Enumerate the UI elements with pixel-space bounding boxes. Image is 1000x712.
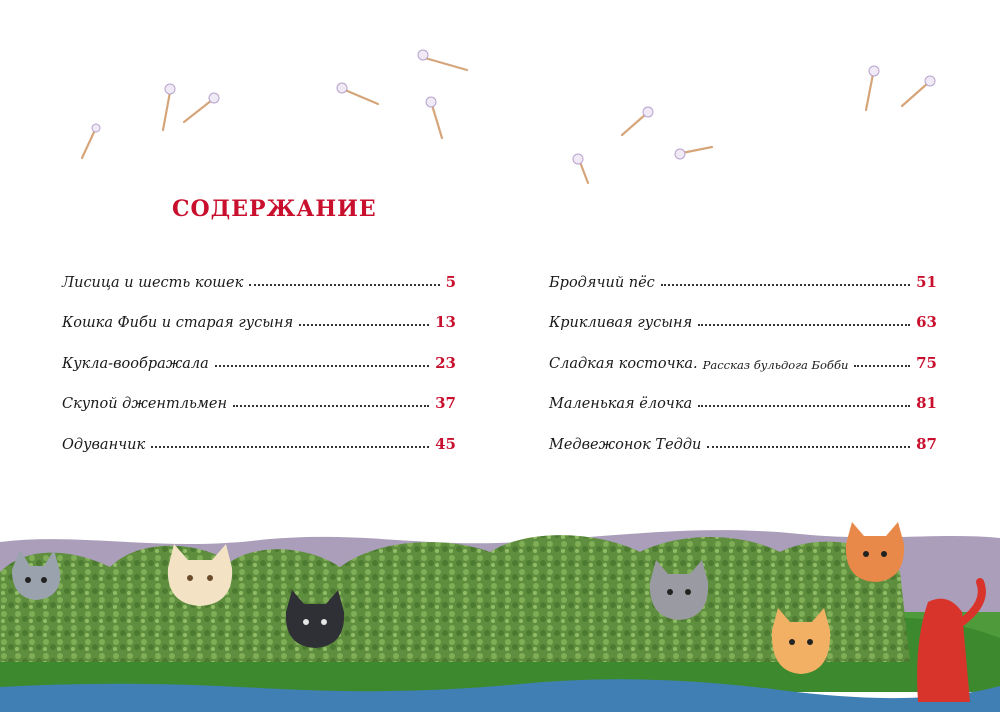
dot-leader xyxy=(661,283,910,286)
toc-entry-title: Скупой джентльмен xyxy=(62,396,228,412)
toc-entry-title: Крикливая гусыня xyxy=(549,315,693,331)
dot-leader xyxy=(698,323,910,326)
toc-entry-title: Бродячий пёс xyxy=(549,274,655,291)
toc-entry-title: Сладкая косточка. xyxy=(549,355,698,372)
toc-entry-title: Медвежонок Тедди xyxy=(549,436,702,453)
toc-entry[interactable] xyxy=(549,250,937,291)
toc-entry-page: 45 xyxy=(435,434,456,453)
toc-entry-title: Кукла-воображала xyxy=(62,355,209,372)
toc-entry[interactable] xyxy=(62,331,456,372)
dot-leader xyxy=(233,404,429,407)
toc-entry[interactable] xyxy=(62,291,456,332)
toc-entry-page: 87 xyxy=(916,434,937,453)
dandelion-seeds-illustration xyxy=(0,0,1000,200)
toc-entry-title: Лисица и шесть кошек xyxy=(62,274,244,291)
toc-entry-page: 5 xyxy=(445,272,456,291)
dandelion-seed xyxy=(418,50,467,70)
toc-entry-page: 81 xyxy=(916,394,937,412)
toc-entry[interactable] xyxy=(549,331,937,372)
dot-leader xyxy=(215,364,429,367)
dot-leader xyxy=(299,323,429,326)
dot-leader xyxy=(707,445,910,448)
contents-heading: СОДЕРЖАНИЕ xyxy=(172,196,377,222)
toc-left-column xyxy=(62,250,456,453)
toc-entry-title: Одуванчик xyxy=(62,436,146,453)
toc-entry-title: Кошка Фиби и старая гусыня xyxy=(62,315,294,331)
dandelion-seed xyxy=(163,84,175,130)
toc-right-column xyxy=(549,250,937,453)
toc-entry-page: 13 xyxy=(435,313,456,331)
dandelion-seed xyxy=(573,154,588,183)
dandelion-seed xyxy=(622,107,653,135)
dandelion-seed xyxy=(675,147,712,159)
toc-entry[interactable] xyxy=(549,412,937,453)
toc-entry-page: 75 xyxy=(916,353,937,372)
toc-entry[interactable] xyxy=(549,372,937,413)
dandelion-seed xyxy=(902,76,935,106)
dandelion-seed xyxy=(184,93,219,122)
dandelion-seed xyxy=(426,97,442,138)
dot-leader xyxy=(249,283,439,286)
dandelion-seed xyxy=(82,124,100,158)
toc-entry[interactable] xyxy=(549,291,937,332)
toc-entry[interactable] xyxy=(62,412,456,453)
dot-leader xyxy=(151,445,429,448)
dandelion-seed xyxy=(866,66,879,110)
dot-leader xyxy=(698,404,910,407)
toc-entry[interactable] xyxy=(62,372,456,413)
ginger-cat-top xyxy=(846,522,904,582)
toc-entry-page: 51 xyxy=(916,272,937,291)
toc-entry-page: 63 xyxy=(916,313,937,331)
hedge-cats-illustration xyxy=(0,512,1000,712)
dot-leader xyxy=(854,364,910,367)
toc-entry-page: 37 xyxy=(435,394,456,412)
toc-entry-title: Маленькая ёлочка xyxy=(549,396,693,412)
toc-entry[interactable] xyxy=(62,250,456,291)
dandelion-seed xyxy=(337,83,378,104)
toc-entry-subtitle: Рассказ бульдога Бобби xyxy=(702,357,849,372)
toc-entry-page: 23 xyxy=(435,353,456,372)
